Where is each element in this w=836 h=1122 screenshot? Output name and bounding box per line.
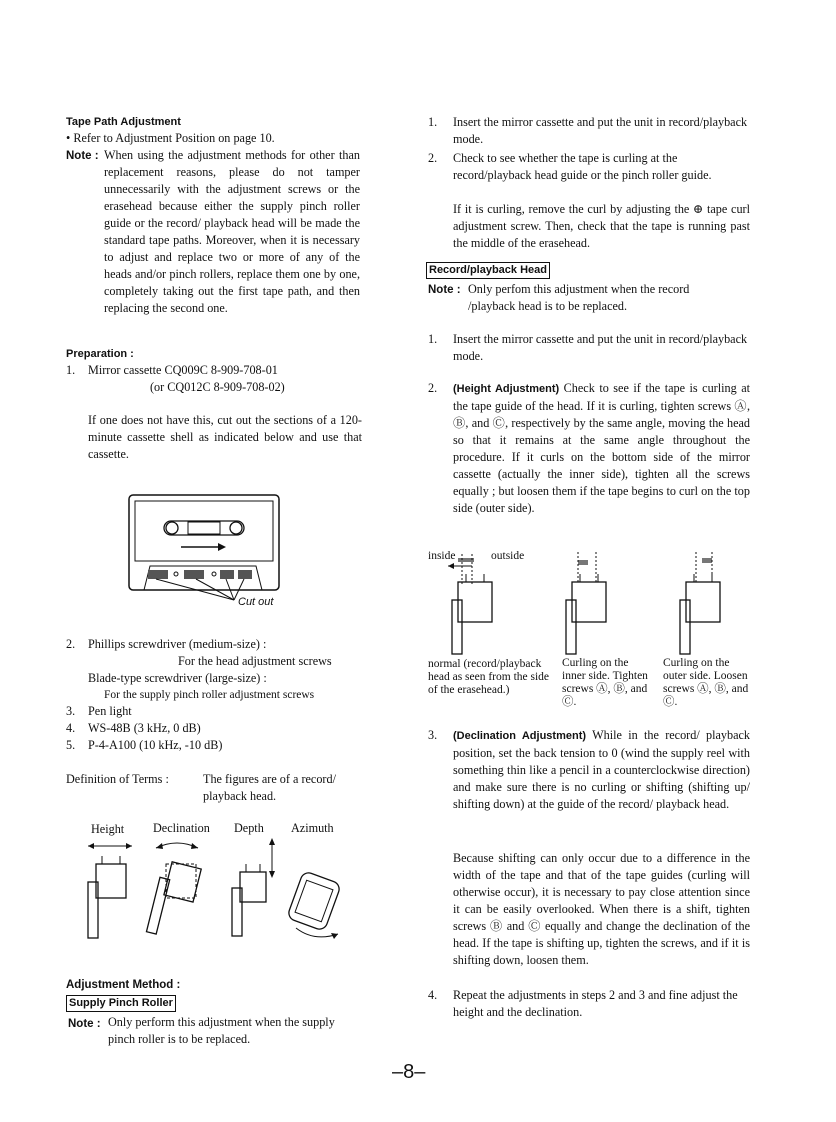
supply-pinch-roller-heading: Supply Pinch Roller <box>66 994 176 1012</box>
note-text: When using the adjustment methods for other than replacement reasons, please do not tamper unnecessarily with the adjustment screws or the erasehead because either the supply pinch roller guide or the record/ playback head will be made the standard tape paths. Moreover, when it is necessary to adjust and replace two or more of any of the heads and/or pinch rollers, replace them one by one, completely taking out the first tape path, and then replacing the second one. <box>104 148 360 315</box>
note2-label: Note : <box>68 1018 101 1030</box>
preparation-title: Preparation : <box>66 348 134 360</box>
caption-outer: Curling on the outer side. Loosen screws Ⓐ, Ⓑ, and Ⓒ. <box>663 657 749 708</box>
rp-note-text: Only perfom this adjustment when the record /playback head is to be replaced. <box>468 282 690 313</box>
tape-path-title: Tape Path Adjustment <box>66 116 181 128</box>
definition-text: The figures are of a record/ playback head. <box>203 772 336 803</box>
term-height: Height <box>91 822 125 836</box>
definition-label: Definition of Terms : <box>66 772 169 786</box>
term-declination: Declination <box>153 821 210 835</box>
refer-line: • Refer to Adjustment Position on page 10. <box>66 131 275 145</box>
note2-text: Only perform this adjustment when the supply pinch roller is to be replaced. <box>108 1015 335 1046</box>
adjustment-method: Adjustment Method : <box>66 979 181 991</box>
prep-paragraph: If one does not have this, cut out the sections of a 120-minute cassette shell as indicated below and use that cassette. <box>88 413 362 461</box>
cut-out-label: Cut out <box>238 596 274 608</box>
rp-note-label: Note : <box>428 284 461 296</box>
note-label: Note : <box>66 150 99 162</box>
terms-figure <box>82 836 352 946</box>
prep-item-5: 5. P-4-A100 (10 kHz, -10 dB) <box>66 738 223 752</box>
caption-inner: Curling on the inner side. Tighten screws Ⓐ, Ⓑ, and Ⓒ. <box>562 657 648 708</box>
head-curl-figure <box>428 546 758 656</box>
page-number: –8– <box>392 1061 426 1083</box>
prep-item-3: 3. Pen light <box>66 704 132 718</box>
term-azimuth: Azimuth <box>291 821 334 835</box>
inside-label: inside <box>428 550 456 562</box>
prep-item-4: 4. WS-48B (3 kHz, 0 dB) <box>66 721 201 735</box>
caption-normal: normal (record/playback head as seen from the side of the erasehead.) <box>428 658 550 696</box>
record-playback-head-heading: Record/playback Head <box>426 261 550 279</box>
outside-label: outside <box>491 550 525 562</box>
term-depth: Depth <box>234 821 264 835</box>
